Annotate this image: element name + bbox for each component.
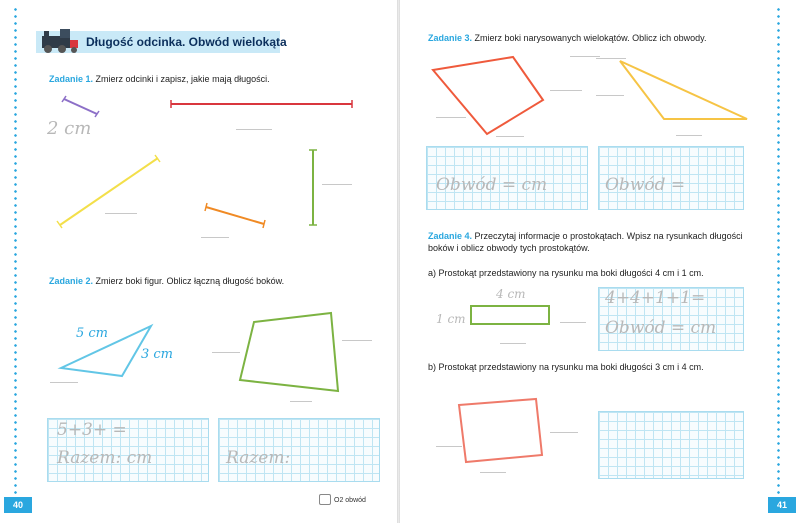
- segment-red: [171, 100, 352, 108]
- task-4-text: Przeczytaj informacje o prostokątach. Wpisz na rysunkach długości boków i oblicz obwody tych prostokątów.: [428, 231, 743, 253]
- quadrilateral-figure: [240, 313, 338, 391]
- triangle-figure: [61, 326, 151, 376]
- grid-5-line-1: 4+4+1+1=: [605, 288, 706, 308]
- grid-1-line-1: 5+3+ =: [57, 420, 127, 440]
- right-page: [400, 0, 799, 523]
- left-page: [0, 0, 397, 523]
- task-3-number: Zadanie 3.: [428, 33, 473, 43]
- task-1-number: Zadanie 1.: [49, 74, 94, 84]
- grid-1-line-2: Razem: cm: [57, 448, 153, 468]
- grid-5-line-2: Obwód = cm: [605, 318, 717, 338]
- segment-purple: [62, 96, 99, 117]
- task-4-part-a: a) Prostokąt przedstawiony na rysunku ma boki długości 4 cm i 1 cm.: [428, 268, 704, 278]
- triangle-label-3cm: 3 cm: [141, 347, 174, 362]
- triangle-label-5cm: 5 cm: [76, 326, 109, 341]
- footer-label: O2 obwód: [334, 497, 366, 504]
- grid-3-text: Obwód = cm: [436, 175, 548, 195]
- task-1-text: Zmierz odcinki i zapisz, jakie mają długości.: [95, 74, 270, 84]
- task-1-example: 2 cm: [47, 118, 92, 139]
- grid-2-line-2: Razem:: [226, 448, 291, 468]
- task-2-number: Zadanie 2.: [49, 276, 94, 286]
- grid-4-text: Obwód =: [605, 175, 686, 195]
- task-3-text: Zmierz boki narysowanych wielokątów. Oblicz ich obwody.: [474, 33, 707, 43]
- quadrilateral-red: [433, 57, 543, 134]
- task-2-text: Zmierz boki figur. Oblicz łączną długość boków.: [95, 276, 285, 286]
- segment-yellow: [57, 155, 160, 228]
- page-title: Długość odcinka. Obwód wielokąta: [86, 35, 287, 49]
- rectangle-label-side: 1 cm: [436, 312, 466, 326]
- left-figures: [0, 0, 397, 523]
- task-4-number: Zadanie 4.: [428, 231, 473, 241]
- rectangle-4x1: [471, 306, 549, 324]
- page-number-left: 40: [4, 497, 32, 513]
- book-icon: [319, 494, 331, 505]
- page-number-right: 41: [768, 497, 796, 513]
- rectangle-label-top: 4 cm: [496, 287, 526, 301]
- right-figures: [400, 0, 799, 523]
- segment-orange: [205, 203, 265, 228]
- segment-green: [309, 150, 317, 225]
- triangle-gold: [620, 61, 747, 119]
- task-4-part-b: b) Prostokąt przedstawiony na rysunku ma boki długości 3 cm i 4 cm.: [428, 362, 704, 372]
- rectangle-3x4: [459, 399, 542, 462]
